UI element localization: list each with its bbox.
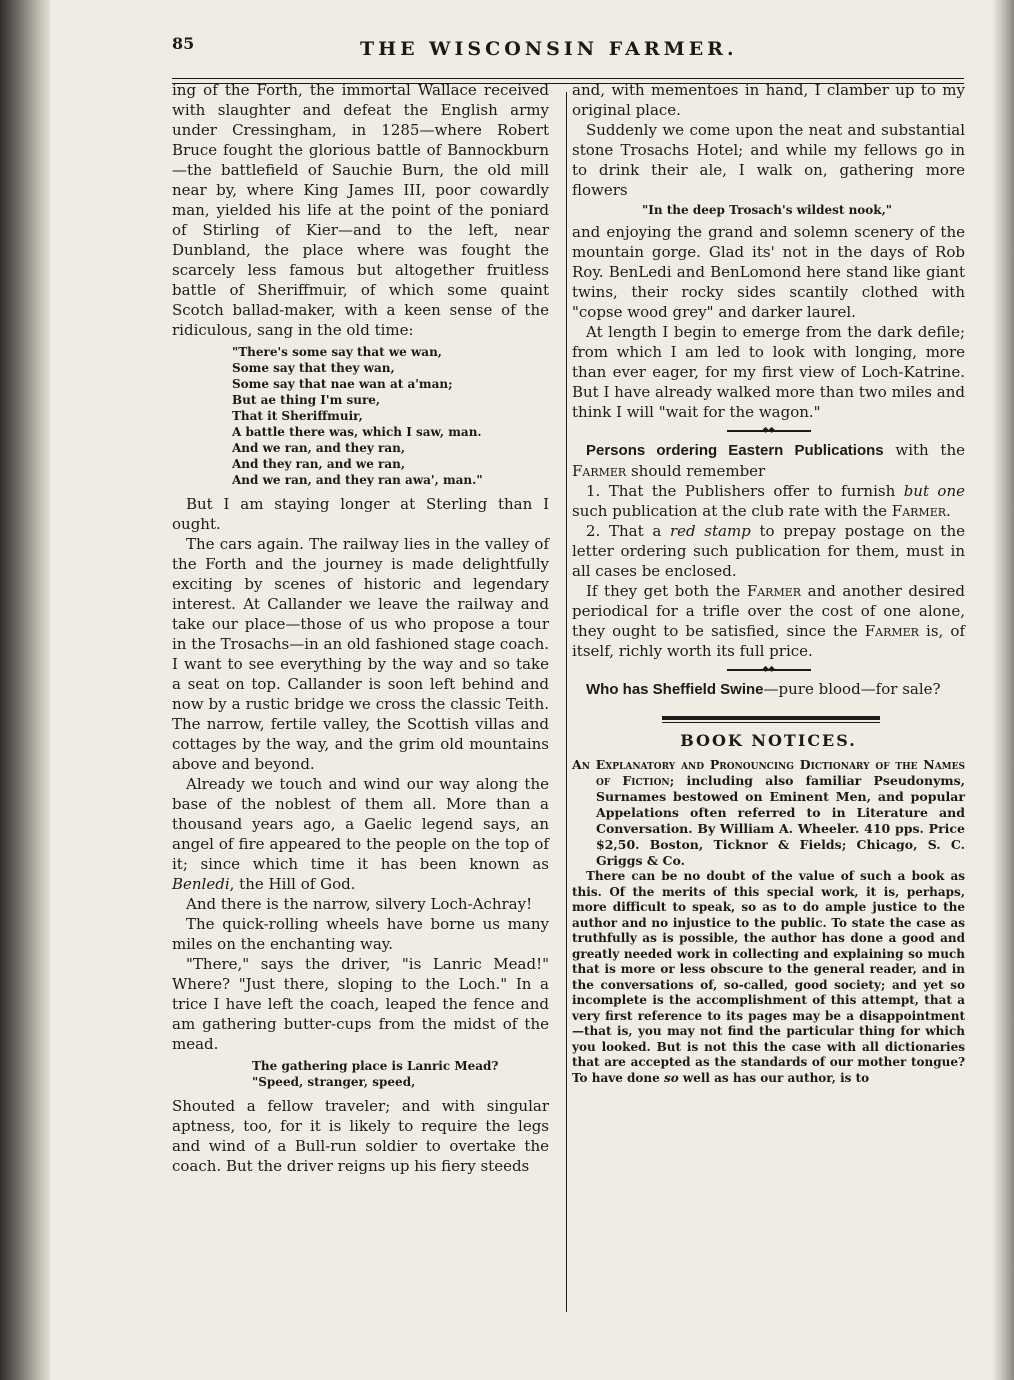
paragraph: Shouted a fellow traveler; and with singular aptness, too, for it is likely to require the legs and wind of a Bull-run soldier to overtake the coach. But the driver reigns up his fiery steeds <box>172 1097 549 1175</box>
paragraph: ing of the Forth, the immortal Wallace received with slaughter and defeat the English army under Cressingham, in 1285—where Robert Bruce fought the glorious battle of Bannockburn—the battlefield of Sauchie Burn, the old mill near by, where King James III, poor cowardly man, yielded his life at the point of the poniard of Stirling of Kier—and to the left, near Dunbland, the place where was fought the scarcely less famous but altogether fruitless battle of Sheriffmuir, of which some quaint Scotch ballad-maker, with a keen sense of the ridiculous, sang in the old time: <box>172 81 549 339</box>
verse-line: The gathering place is Lanric Mead? <box>252 1059 499 1073</box>
paragraph: "There," says the driver, "is Lanric Mead!" Where? "Just there, sloping to the Loch." In a trice I have left the coach, leaped the fence and am gathering butter-cups from the midst of the mead. <box>172 955 549 1053</box>
notice-item: If they get both the Farmer and another desired periodical for a trifle over the cost of one alone, they ought to be satisfied, since the Farmer is, of itself, richly worth its full price. <box>572 582 965 660</box>
verse-line: Some say that nae wan at a'man; <box>232 377 453 391</box>
header-rule <box>172 78 964 79</box>
notice-item: 1. That the Publishers offer to furnish but one such publication at the club rate with the Farmer. <box>572 482 965 520</box>
paragraph: The cars again. The railway lies in the valley of the Forth and the journey is made delightfully exciting by scenes of historic and legendary interest. At Callander we leave the railway and take our place—those of us who propose a tour in the Trosachs—in an old fashioned stage coach. I want to see everything by the way and so take a seat on top. Callander is soon left behind and now by a rustic bridge we cross the classic Teith. The narrow, fertile valley, the Scottish villas and cottages by the way, and the grim old mountains above and beyond. <box>172 535 549 773</box>
paragraph: The quick-rolling wheels have borne us many miles on the enchanting way. <box>172 915 549 953</box>
ballad-verse <box>232 344 549 488</box>
quoted-line: "In the deep Trosach's wildest nook," <box>642 203 893 217</box>
page-number: 85 <box>172 34 195 53</box>
notice-swine: Who has Sheffield Swine—pure blood—for sale? <box>586 680 941 698</box>
left-column <box>172 80 549 1176</box>
verse-line: And we ran, and they ran, <box>232 441 406 455</box>
paragraph: and enjoying the grand and solemn scenery of the mountain gorge. Glad its' not in the days of Rob Roy. BenLedi and BenLomond here stand like giant twins, their rocky sides scantily clothed with "copse wood grey" and darker laurel. <box>572 223 965 321</box>
verse-line: And they ran, and we ran, <box>232 457 406 471</box>
verse-line: "There's some say that we wan, <box>232 345 442 359</box>
book-notices-heading: BOOK NOTICES. <box>680 731 857 750</box>
notice-publications: Persons ordering Eastern Publications with the Farmer should remember <box>572 441 965 480</box>
paragraph: and, with mementoes in hand, I clamber up to my original place. <box>572 81 965 119</box>
paragraph: Already we touch and wind our way along the base of the noblest of them all. More than a thousand years ago, a Gaelic legend says, an angel of fire appeared to the people on the top of it; since which time it has been known as Benledi, the Hill of God. <box>172 775 549 893</box>
verse-line: "Speed, stranger, speed, <box>252 1075 416 1089</box>
quoted-verse <box>252 1058 549 1090</box>
column-divider <box>566 92 567 1312</box>
notice-item: 2. That a red stamp to prepay postage on the letter ordering such publication for them, must in all cases be enclosed. <box>572 522 965 580</box>
verse-line: But ae thing I'm sure, <box>232 393 381 407</box>
separator-ornament: ◆◆ <box>762 425 775 434</box>
section-separator <box>727 664 811 673</box>
book-binding-shadow <box>0 0 50 1380</box>
paragraph: But I am staying longer at Sterling than I ought. <box>172 495 549 533</box>
verse-line: That it Sheriffmuir, <box>232 409 363 423</box>
masthead-title: THE WISCONSIN FARMER. <box>360 38 738 60</box>
paragraph: And there is the narrow, silvery Loch-Achray! <box>186 895 533 913</box>
verse-line: Some say that they wan, <box>232 361 395 375</box>
book-review: There can be no doubt of the value of such a book as this. Of the merits of this special work, it is, perhaps, more difficult to speak, so as to do ample justice to the author and no injustice to the public. To state the case as truthfully as is possible, the author has done a good and greatly needed work in collecting and explaining so much that is more or less obscure to the general reader, and in the conversations of, so-called, good society; and yet so incomplete is the accomplishment of this attempt, that a very first reference to its pages may be a disappointment—that is, you may not find the particular thing for which you looked. But is not this the case with all dictionaries that are accepted as the standards of our mother tongue? To have done so well as has our author, is to <box>572 869 965 1085</box>
book-notices-rule <box>662 716 880 720</box>
right-column <box>572 80 965 1086</box>
book-entry: An Explanatory and Pronouncing Dictionary of the Names of Fiction; including also familiar Pseudonyms, Surnames bestowed on Eminent Men, and popular Appelations often referred to in Literature and Conversation. By William A. Wheeler. 410 pps. Price $2,50. Boston, Ticknor & Fields; Chicago, S. C. Griggs & Co. <box>572 757 965 868</box>
section-separator <box>727 425 811 434</box>
verse-line: A battle there was, which I saw, man. <box>232 425 482 439</box>
page-edge-shadow <box>992 0 1014 1380</box>
separator-ornament: ◆◆ <box>762 664 775 673</box>
paragraph: At length I begin to emerge from the dark defile; from which I am led to look with longing, more than ever eager, for my first view of Loch-Katrine. But I have already walked more than two miles and think I will "wait for the wagon." <box>572 323 965 421</box>
verse-line: And we ran, and they ran awa', man." <box>232 473 483 487</box>
book-notices-rule-thin <box>662 722 880 723</box>
paragraph: Suddenly we come upon the neat and substantial stone Trosachs Hotel; and while my fellows go in to drink their ale, I walk on, gathering more flowers <box>572 121 965 199</box>
